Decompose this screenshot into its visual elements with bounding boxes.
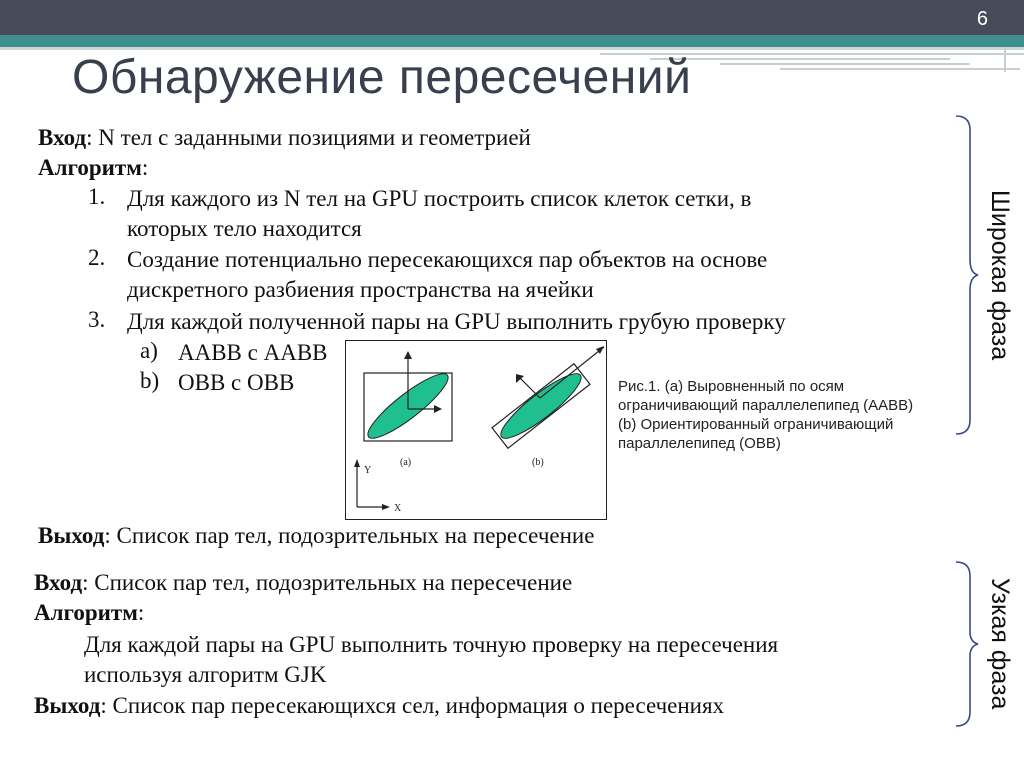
caption-line: параллелепипед (OBB) [618,435,781,452]
figure-label-b: (b) [532,457,544,468]
header-accent-bar [0,35,1024,47]
step-1-line-1: Для каждого из N тел на GPU построить список клеток сетки, в [127,186,752,211]
arrowhead-icon [404,351,412,359]
slide-number: 6 [976,8,988,30]
broad-input [38,123,531,152]
broad-algo-colon: : [141,155,149,180]
header-bar [0,0,1024,35]
broad-output [38,521,594,550]
broad-phase-bracket [950,110,980,440]
arrowhead-icon [354,459,360,467]
arrowhead-icon [434,405,442,413]
narrow-output-text: : Список пар пересекающихся сел, информация о пересечениях [100,693,725,718]
slide-title: Обнаружение пересечений [72,51,692,104]
header-stripe [780,68,1020,70]
narrow-output [34,691,724,720]
narrow-algo-colon: : [137,600,145,625]
axis-label-x: X [394,503,402,514]
narrow-algo-label: Алгоритм [34,600,138,625]
substep-a-text: AABB с AABB [178,340,328,365]
step-3-line-1: Для каждой полученной пары на GPU выполнить грубую проверку [127,309,786,334]
figure-caption [618,377,948,453]
step-2-line-1: Создание потенциально пересекающихся пар объектов на основе [127,247,768,272]
broad-input-label: Вход [38,125,87,150]
step-1-line-2: которых тело находится [127,216,362,241]
arrowhead-icon [516,374,524,383]
arrowhead-icon [382,504,390,510]
narrow-input-label: Вход [34,570,83,595]
broad-algo [38,153,148,182]
caption-line: ограничивающий параллелепипед (AABB) [618,397,914,414]
step-2-line-2: дискретного разбиения пространства на ячейки [127,277,594,302]
narrow-input-text: : Список пар тел, подозрительных на пересечение [82,570,573,595]
step-number: 1. [88,184,106,209]
substep-b-text: OBB с OBB [178,370,295,395]
header-stripe [650,58,950,60]
caption-line: Рис.1. (a) Выровненный по осям [618,378,845,395]
step-number: 2. [88,245,106,270]
substep-number: a) [140,338,158,363]
broad-input-text: : N тел с заданными позициями и геометрией [86,125,531,150]
broad-output-label: Выход [38,523,105,548]
narrow-input [34,568,572,597]
step-number: 3. [88,307,106,332]
figure-drawing [346,341,606,519]
narrow-algo-line-2: используя алгоритм GJK [84,662,327,687]
broad-algo-label: Алгоритм [38,155,142,180]
caption-line: (b) Ориентированный ограничивающий [618,416,894,433]
narrow-algo-line-1: Для каждой пары на GPU выполнить точную проверку на пересечения [84,632,779,657]
broad-phase-label: Широкая фаза [986,190,1014,361]
narrow-phase-bracket [950,556,980,732]
figure-label-a: (a) [400,457,412,468]
bounding-volume-figure [345,340,607,520]
substep-number: b) [140,368,160,393]
narrow-algo [34,598,144,627]
narrow-phase-label: Узкая фаза [986,578,1014,710]
obb-axis-arrow [518,376,540,398]
broad-output-text: : Список пар тел, подозрительных на пересечение [104,523,595,548]
narrow-output-label: Выход [34,693,101,718]
object-ellipse-b [494,366,588,446]
header-stripe [1004,47,1006,72]
axis-label-y: Y [364,465,372,476]
header-stripe [720,63,970,65]
